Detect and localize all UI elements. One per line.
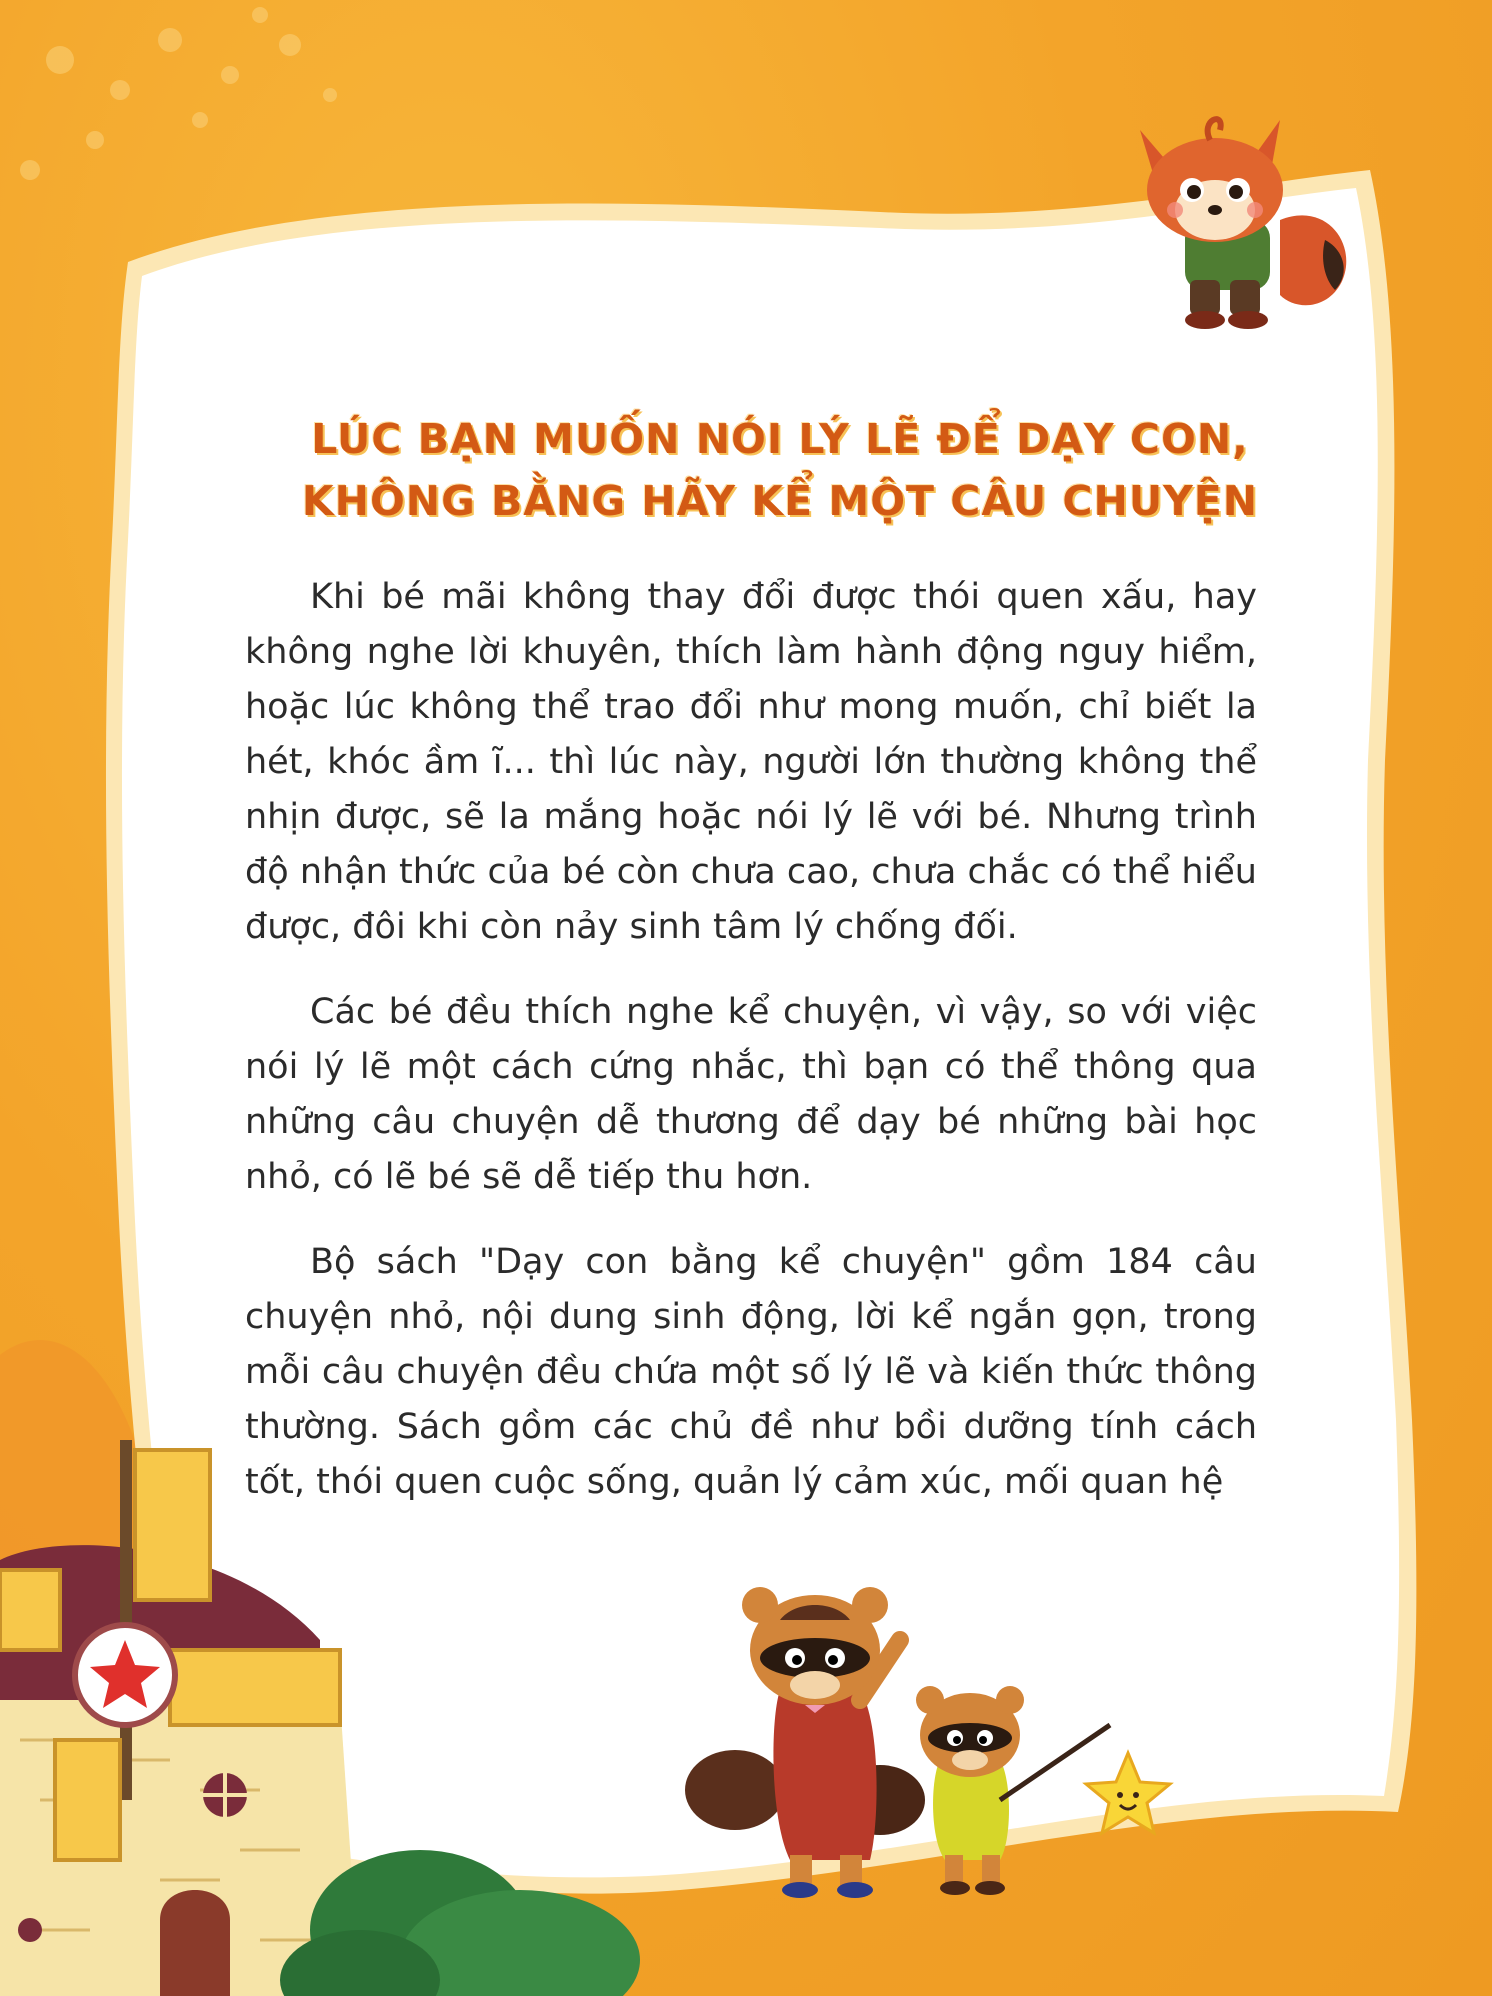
bokeh-dots: [20, 7, 337, 180]
paragraph-1: Khi bé mãi không thay đổi được thói quen xấu, hay không nghe lời khuyên, thích làm hành động nguy hiểm, hoặc lúc không thể trao đổi như mong muốn, chỉ biết la hét, khóc ầm ĩ... thì lúc này, người lớn thường không thể nhịn được, sẽ la mắng hoặc nói lý lẽ với bé. Nhưng trình độ nhận thức của bé còn chưa cao, chưa chắc có thể hiểu được, đôi khi còn nảy sinh tâm lý chống đối.: [245, 577, 1257, 947]
title-line-1: LÚC BẠN MUỐN NÓI LÝ LẼ ĐỂ DẠY CON,: [311, 415, 1249, 463]
page-title: [300, 408, 1260, 532]
body-text: [245, 570, 1257, 1540]
paragraph-3: Bộ sách "Dạy con bằng kể chuyện" gồm 184 câu chuyện nhỏ, nội dung sinh động, lời kể ngắn gọn, trong mỗi câu chuyện đều chứa một số lý lẽ và kiến thức thông thường. Sách gồm các chủ đề như bồi dưỡng tính cách tốt, thói quen cuộc sống, quản lý cảm xúc, mối quan hệ: [245, 1242, 1257, 1502]
title-line-2: KHÔNG BẰNG HÃY KỂ MỘT CÂU CHUYỆN: [301, 477, 1259, 525]
paragraph-2: Các bé đều thích nghe kể chuyện, vì vậy, so với việc nói lý lẽ một cách cứng nhắc, thì bạn có thể thông qua những câu chuyện dễ thương để dạy bé những bài học nhỏ, có lẽ bé sẽ dễ tiếp thu hơn.: [245, 992, 1257, 1197]
